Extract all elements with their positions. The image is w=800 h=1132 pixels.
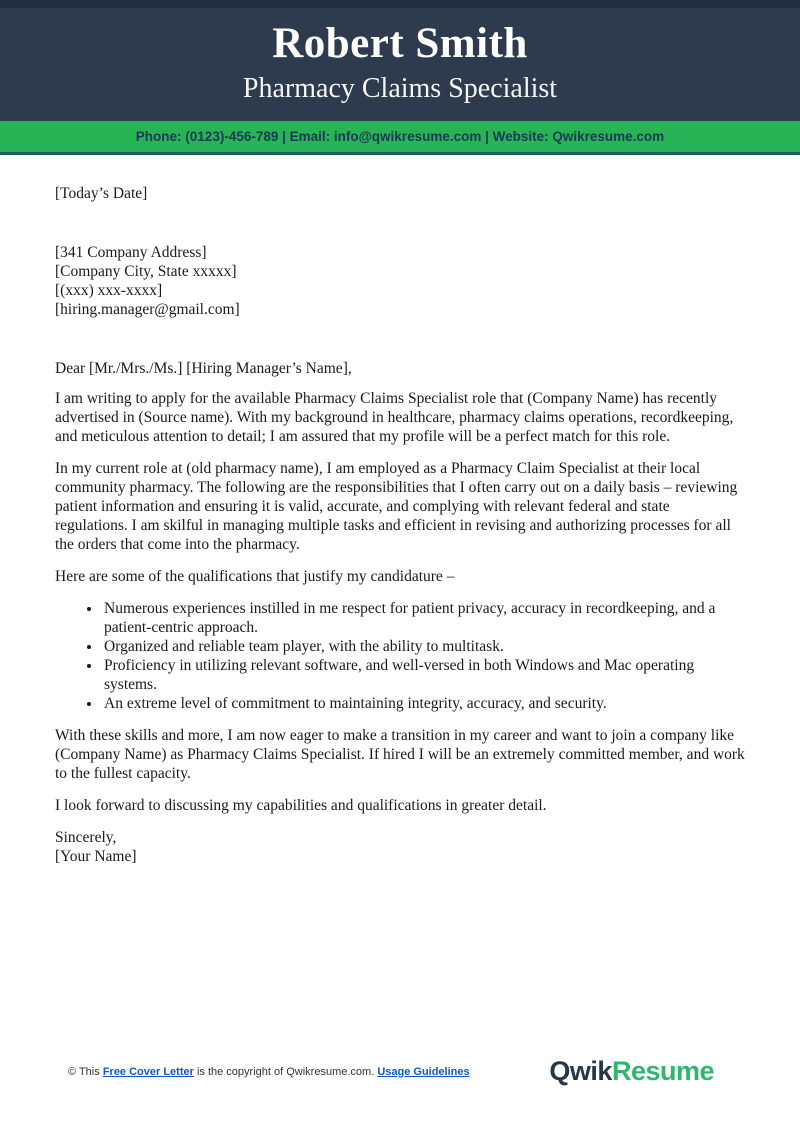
signoff-block	[55, 829, 746, 867]
logo-text-qwik: Qwik	[549, 1056, 612, 1086]
usage-guidelines-link[interactable]: Usage Guidelines	[377, 1065, 470, 1078]
page-footer	[0, 1056, 800, 1087]
recipient-address-line: [(xxx) xxx-xxxx]	[55, 282, 163, 300]
candidate-name: Robert Smith	[272, 20, 528, 67]
body-paragraph-2: In my current role at (old pharmacy name), I am employed as a Pharmacy Claim Specialist at their local community pharmacy. The following are the responsibilities that I often carry out on a daily basis – reviewing patient information and ensuring it is valid, accurate, and complying with relevant federal and state regulations. I am skilful in managing multiple tasks and efficient in revising and authorizing processes for all the orders that come into the pharmacy.	[55, 460, 738, 554]
logo-text-resume: Resume	[611, 1056, 714, 1086]
qualifications-list	[55, 600, 746, 714]
copyright-middle: is the copyright of Qwikresume.com.	[193, 1065, 378, 1078]
salutation: Dear [Mr./Mrs./Ms.] [Hiring Manager’s Name],	[55, 360, 352, 378]
recipient-address	[55, 244, 746, 320]
bullet-item: • Organized and reliable team player, with the ability to multitask.	[102, 638, 746, 657]
bullet-item: • Proficiency in utilizing relevant software, and well-versed in both Windows and Mac operating systems.	[102, 657, 746, 695]
date-line: [Today’s Date]	[55, 185, 148, 203]
footer-copyright	[68, 1066, 470, 1078]
free-cover-letter-link[interactable]: Free Cover Letter	[102, 1065, 194, 1078]
qualifications-intro: Here are some of the qualifications that justify my candidature –	[55, 568, 455, 586]
recipient-address-line: [hiring.manager@gmail.com]	[55, 301, 240, 319]
copyright-prefix: © This	[68, 1065, 103, 1078]
body-paragraph-3: With these skills and more, I am now eager to make a transition in my career and want to join a company like (Company Name) as Pharmacy Claims Specialist. If hired I will be an extremely committed member, and work to the fullest capacity.	[55, 727, 745, 782]
signature: [Your Name]	[55, 847, 137, 865]
letter-body	[0, 155, 800, 867]
contact-bar: Phone: (0123)-456-789 | Email: info@qwikresume.com | Website: Qwikresume.com	[0, 121, 800, 155]
body-paragraph-1: I am writing to apply for the available Pharmacy Claims Specialist role that (Company Name) has recently advertised in (Source name). With my background in healthcare, pharmacy claims operations, recordkeeping, and meticulous attention to detail; I am assured that my profile will be a perfect match for this role.	[55, 390, 734, 446]
bullet-item: • An extreme level of commitment to maintaining integrity, accuracy, and security.	[102, 695, 746, 714]
candidate-title: Pharmacy Claims Specialist	[242, 73, 558, 105]
signoff: Sincerely,	[55, 828, 117, 846]
body-paragraph-4: I look forward to discussing my capabilities and qualifications in greater detail.	[55, 796, 547, 814]
recipient-address-line: [Company City, State xxxxx]	[55, 263, 237, 281]
recipient-address-line: [341 Company Address]	[55, 244, 207, 262]
bullet-item: • Numerous experiences instilled in me respect for patient privacy, accuracy in recordkeeping, and a patient-centric approach.	[102, 600, 746, 638]
qwikresume-logo	[549, 1056, 714, 1087]
letterhead	[0, 0, 800, 121]
